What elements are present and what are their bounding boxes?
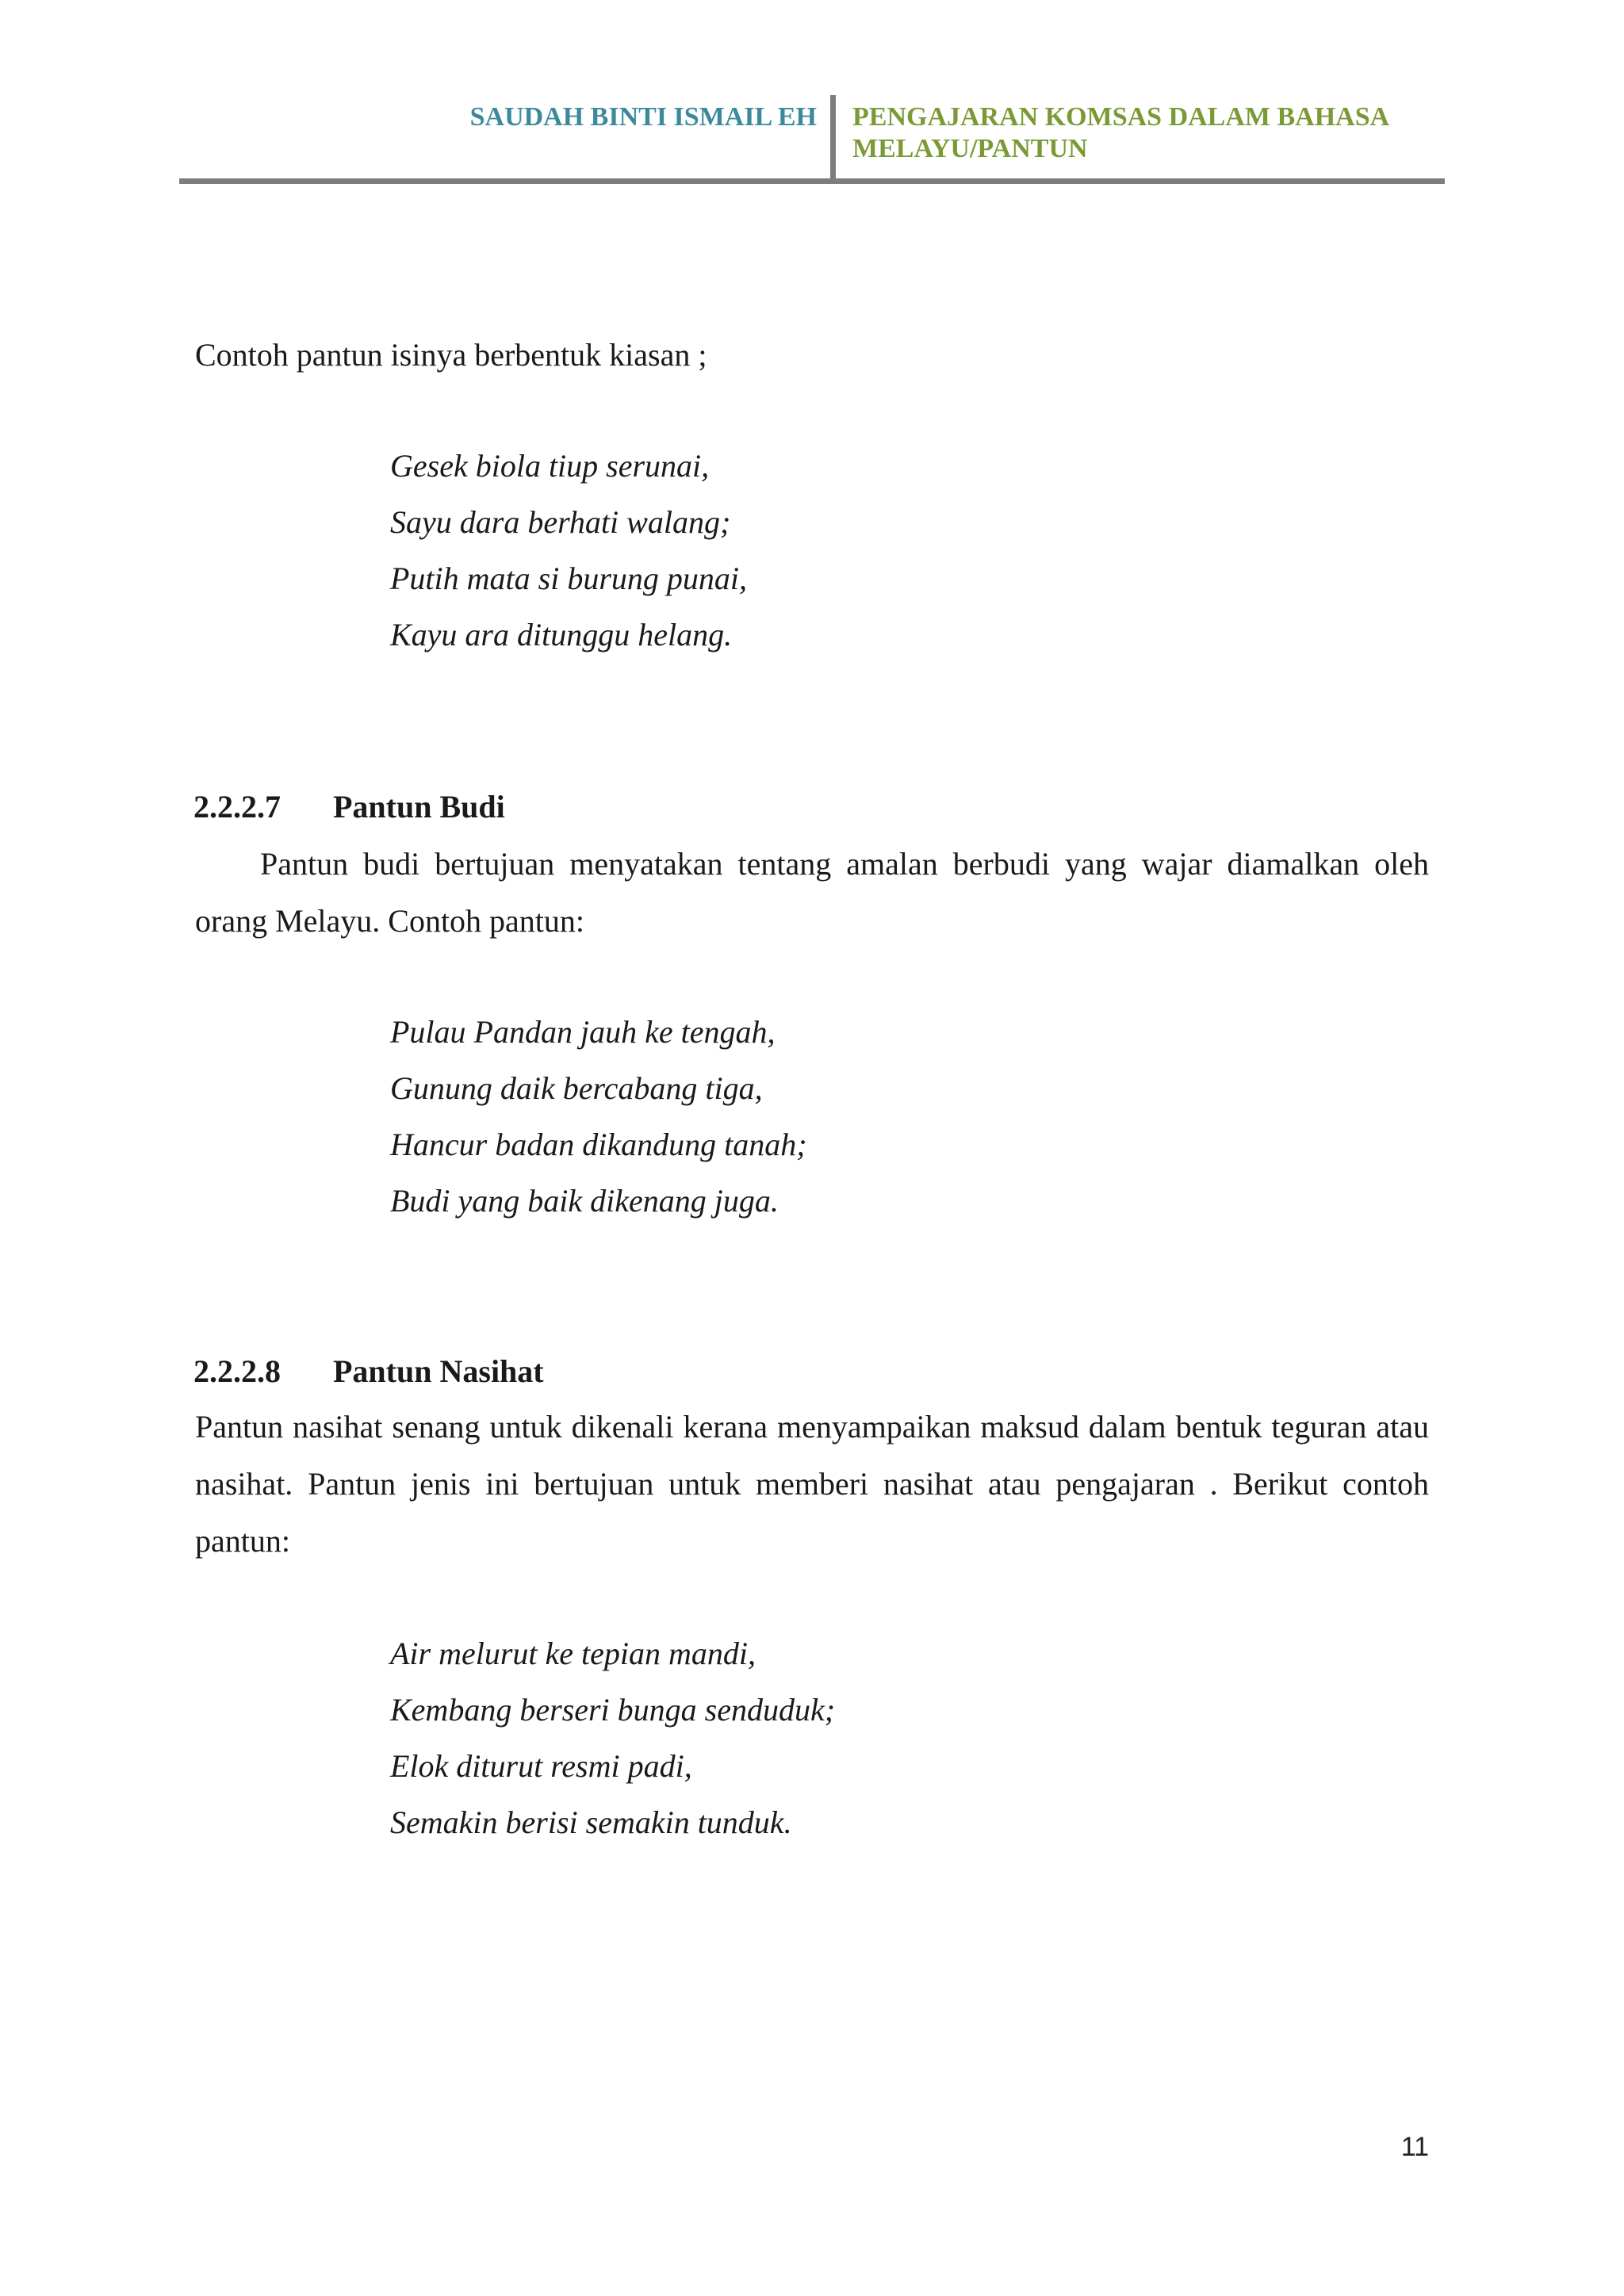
stanza-line: Gesek biola tiup serunai, xyxy=(390,448,710,484)
stanza-line: Elok diturut resmi padi, xyxy=(390,1748,692,1784)
paragraph-nasihat: Pantun nasihat senang untuk dikenali kerana menyampaikan maksud dalam bentuk teguran atau nasihat. Pantun jenis ini bertujuan untuk memberi nasihat atau pengajaran . Berikut contoh pantun: xyxy=(195,1409,1429,1559)
stanza-line: Air melurut ke tepian mandi, xyxy=(390,1636,756,1671)
section-title: Pantun Budi xyxy=(333,789,505,825)
stanza-line: Kayu ara ditunggu helang. xyxy=(390,617,733,652)
stanza-line: Putih mata si burung punai, xyxy=(390,561,748,596)
stanza-kiasan xyxy=(390,438,747,663)
running-header-title-line2: MELAYU/PANTUN xyxy=(852,134,1088,163)
section-title: Pantun Nasihat xyxy=(333,1353,544,1389)
stanza-line: Gunung daik bercabang tiga, xyxy=(390,1070,763,1106)
running-header-author: SAUDAH BINTI ISMAIL EH xyxy=(469,102,817,132)
stanza-line: Pulau Pandan jauh ke tengah, xyxy=(390,1014,776,1050)
stanza-line: Sayu dara berhati walang; xyxy=(390,504,731,540)
header-divider-vertical xyxy=(830,95,836,181)
paragraph-budi: Pantun budi bertujuan menyatakan tentang amalan berbudi yang wajar diamalkan oleh orang Melayu. Contoh pantun: xyxy=(195,846,1429,939)
stanza-line: Semakin berisi semakin tunduk. xyxy=(390,1804,792,1840)
stanza-budi xyxy=(390,1004,807,1229)
stanza-line: Hancur badan dikandung tanah; xyxy=(390,1127,807,1162)
stanza-nasihat xyxy=(390,1625,835,1850)
page-number: 11 xyxy=(1400,2132,1429,2162)
stanza-line: Kembang berseri bunga senduduk; xyxy=(390,1692,836,1728)
running-header-title-line1: PENGAJARAN KOMSAS DALAM BAHASA xyxy=(852,102,1390,132)
header-divider-horizontal xyxy=(179,178,1445,184)
section-number: 2.2.2.7 xyxy=(193,789,281,825)
section-heading-nasihat xyxy=(193,1353,544,1391)
running-header-title xyxy=(852,101,1389,165)
section-heading-budi xyxy=(193,788,505,826)
intro-kiasan: Contoh pantun isinya berbentuk kiasan ; xyxy=(195,337,707,373)
stanza-line: Budi yang baik dikenang juga. xyxy=(390,1183,779,1219)
section-number: 2.2.2.8 xyxy=(193,1353,281,1389)
